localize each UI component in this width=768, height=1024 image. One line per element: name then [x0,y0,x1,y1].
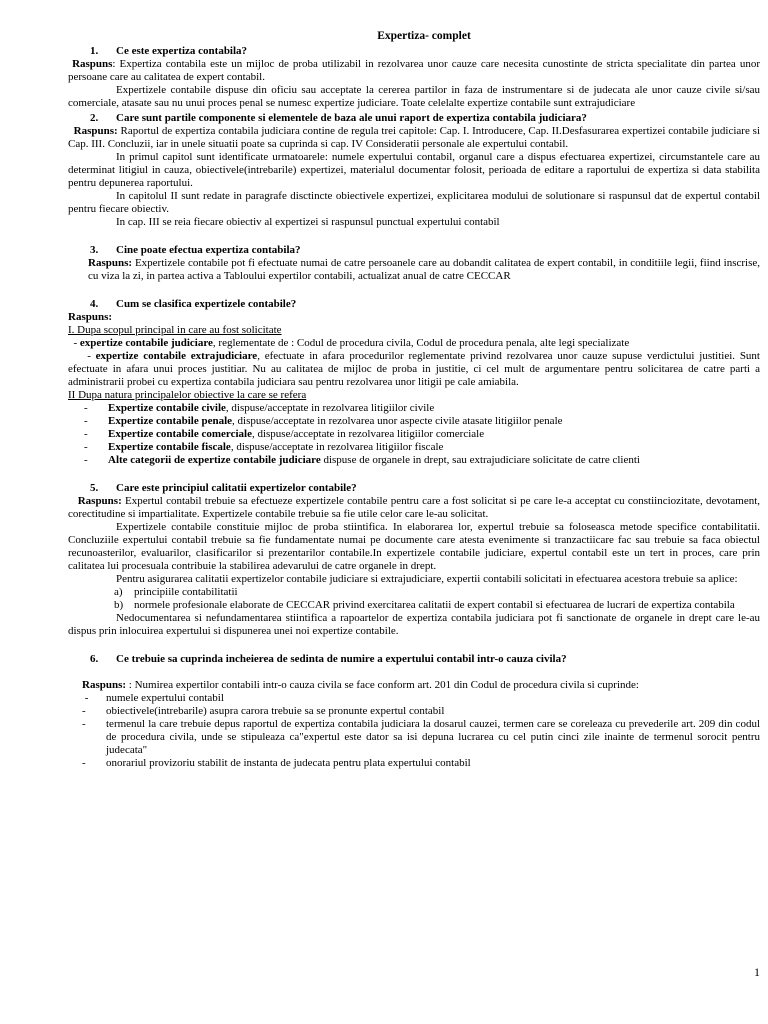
question-text: Ce trebuie sa cuprinda incheierea de sedinta de numire a expertului contabil intr-o cauza civila? [116,653,567,665]
answer-label: Raspuns: [82,679,127,691]
answer-6-para-1 [82,679,760,692]
question-text: Care este principiul calitatii expertizelor contabile? [116,482,357,494]
list-item: - Expertize contabile fiscale, dispuse/acceptate in rezolvarea litigiilor fiscale [84,441,444,453]
answer-2-para-1 [68,125,760,151]
extrajudiciare-item: - expertize contabile extrajudiciare, efectuate in afara procedurilor reglementate privind rezolvarea unor cauze supuse verdictului justitiei. Sunt efectuate in afara unui proces justitiar. Nu au calitatea de mijloc de proba in justitie, ci cel mult de argumentare pentru solicitarea de catre parti a administrarii probei cu expertiza contabila judiciara sau pentru rezolvarea unor litigii pe cale amiabila. [68,350,760,388]
question-number: 4. [90,298,99,310]
list-item: - obiectivele(intrebarile) asupra carora trebuie sa se pronunte expertul contabil [82,705,445,717]
answer-text: Expertizele contabile pot fi efectuate numai de catre persoanele care au dobandit calitatea de expert contabil, in conditiile legii, fiind inscrise, cu viza la zi, in partea activa a Tabloului expertilor contabili, actualizat anual de catre CECCAR [88,257,760,282]
question-number: 3. [90,244,99,256]
answer-2-para-3: In capitolul II sunt redate in paragrafe disctincte obiectivele expertizei, explicitarea modului de solutionare si raspunsul dat de expertul contabil pentru fiecare obiectiv. [68,190,760,215]
question-text: Cine poate efectua expertiza contabila? [116,244,301,256]
classification-heading-2: II Dupa natura principalelor obiective la care se refera [68,389,307,401]
answer-5-para-1 [68,495,760,521]
list-item: - Expertize contabile civile, dispuse/acceptate in rezolvarea litigiilor civile [84,402,435,414]
question-3 [68,244,760,257]
document-title: Expertiza- complet [377,30,471,42]
answer-5-para-2: Expertizele contabile constituie mijloc de proba stiintifica. In elaborarea lor, expertul trebuie sa foloseasca metode specifice contabilitatii. Concluziile expertului contabil trebuie sa fie fundamentate numai pe documente care atesta evenimente si tranzactiicare fac sau trebuie sa faca obiectul recunoasterilor, evaluarilor, clasificarilor si prezentarilor contabile.In expertizele contabile judiciare, expertul contabil este un tert in proces, care prin calitatea lui procesuala contribuie la stabilirea adevarului de catre organele in drept. [68,521,760,572]
appointment-contents-list [82,692,760,770]
list-item: a) principiile contabilitatii [114,586,238,598]
answer-label: Raspuns: [73,125,118,137]
question-1 [68,45,760,58]
list-item: - Alte categorii de expertize contabile judiciare dispuse de organele in drept, sau extrajudiciare solicitate de catre clienti [84,454,640,466]
answer-text: Raportul de expertiza contabila judiciara contine de regula trei capitole: Cap. I. Introducere, Cap. II.Desfasurarea expertizei contabile judiciare si Cap. III. Concluzii, iar in unele situatii poate sa cuprinda si cap. IV Consideratii personale ale expertului contabil. [68,125,760,150]
page-number: 1 [754,965,760,979]
answer-text: Expertul contabil trebuie sa efectueze expertizele contabile pentru care a fost solicitat si pe care le-a acceptat cu constiinciozitate, devotament, corectitudine si impartialitate. Expertizele contabile trebuie sa fie utile celor care le-au solicitat. [68,495,761,520]
item-text: , efectuate in afara procedurilor reglementate privind rezolvarea unor cauze supuse verdictului justitiei. Sunt efectuate in afara unui proces justitiar. Nu au calitatea de mijloc de proba in justitie, ci cel mult de argumentare pentru solicitarea de catre parti a administrarii probei cu expertiza contabila judiciara sau pentru rezolvarea unor litigii pe cale amiabila. [68,350,760,388]
answer-1-para-1 [68,58,760,84]
list-item: - onorariul provizoriu stabilit de instanta de judecata pentru plata expertului contabil [82,757,471,769]
question-number: 5. [90,482,99,494]
question-number: 2. [90,112,99,124]
answer-text: : Numirea expertilor contabili intr-o cauza civila se face conform art. 201 din Codul de procedura civila si cuprinde: [126,679,639,691]
question-text: Cum se clasifica expertizele contabile? [116,298,297,310]
judiciare-item: - expertize contabile judiciare, reglementate de : Codul de procedura civila, Codul de procedura penala, alte legi specializate [68,337,630,349]
answer-2-para-4: In cap. III se reia fiecare obiectiv al expertizei si raspunsul punctual expertului contabil [116,216,500,228]
answer-5-para-3: Pentru asigurarea calitatii expertizelor contabile judiciare si extrajudiciare, expertii contabili solicitati in efectuarea acestora trebuie sa aplice: [116,573,738,585]
classification-list [68,402,760,467]
item-term: expertize contabile judiciare [79,337,213,349]
list-item: - Expertize contabile penale, dispuse/acceptate in rezolvarea unor aspecte civile atasate litigiilor penale [84,415,563,427]
question-5 [68,482,760,495]
list-item: - numele expertului contabil [82,692,224,704]
answer-1-para-2: Expertizele contabile dispuse din oficiu sau acceptate la cererea partilor in faza de instrumentare si de judecata ale unor cauze civile si/sau comerciale, atasate sau nu unui proces penal se numesc expertize judiciare. Toate celelalte expertize contabile sunt extrajudiciare [68,84,760,109]
document-page [68,30,760,770]
list-item: - Expertize contabile comerciale, dispuse/acceptate in rezolvarea litigiilor comerciale [84,428,485,440]
question-text: Ce este expertiza contabila? [116,45,248,57]
question-number: 6. [90,653,99,665]
list-item: b) normele profesionale elaborate de CECCAR privind exercitarea calitatii de expert contabil si efectuarea de lucrari de expertiza contabila [114,599,735,611]
answer-5-para-4: Nedocumentarea si nefundamentarea stiintifica a rapoartelor de expertiza contabila judiciara pot fi sanctionate de organele in drept care le-au dispus prin inlocuirea expertului si dispunerea unei noi expertize contabile. [68,612,760,637]
answer-text: : Expertiza contabila este un mijloc de proba utilizabil in rezolvarea unor cauze care necesita cunostinte de stricta specialitate din partea unor persoane care au calitatea de expert contabil. [68,58,761,83]
principles-list [68,586,760,612]
question-2 [68,112,760,125]
answer-label: Raspuns: [77,495,122,507]
classification-heading-1: I. Dupa scopul principal in care au fost solicitate [68,324,282,336]
answer-label: Raspuns: [68,311,113,323]
answer-3-para-1 [68,257,760,283]
question-number: 1. [90,45,99,57]
item-term: expertize contabile extrajudiciare [95,350,258,362]
answer-label: Raspuns: [88,257,133,269]
answer-2-para-2: In primul capitol sunt identificate urmatoarele: numele expertului contabil, organul care a dispus efectuarea expertizei, circumstantele care au determinat litigiul in cauza, obiectivele(intrebarile) expertizei, materialul documentar folosit, perioada de editare a raportului de expertiza si data stabilita pentru depunerea raportului. [68,151,760,189]
question-text: Care sunt partile componente si elementele de baza ale unui raport de expertiza contabila judiciara? [116,112,587,124]
answer-6-block [68,679,760,770]
question-4 [68,298,760,311]
question-6 [68,653,760,666]
list-item: - termenul la care trebuie depus raportul de expertiza contabila judiciara la dosarul cauzei, termen care se coreleaza cu prevederile art. 209 din codul de procedura civila, unde se stipuleaza ca"expertul este dator sa isi depuna lucrarea cu cel putin cinci zile inainte de termenul sorocit pentru judecata" [82,718,760,756]
item-text: , reglementate de : Codul de procedura civila, Codul de procedura penala, alte legi specializate [212,337,630,349]
answer-label: Raspuns [72,58,113,70]
